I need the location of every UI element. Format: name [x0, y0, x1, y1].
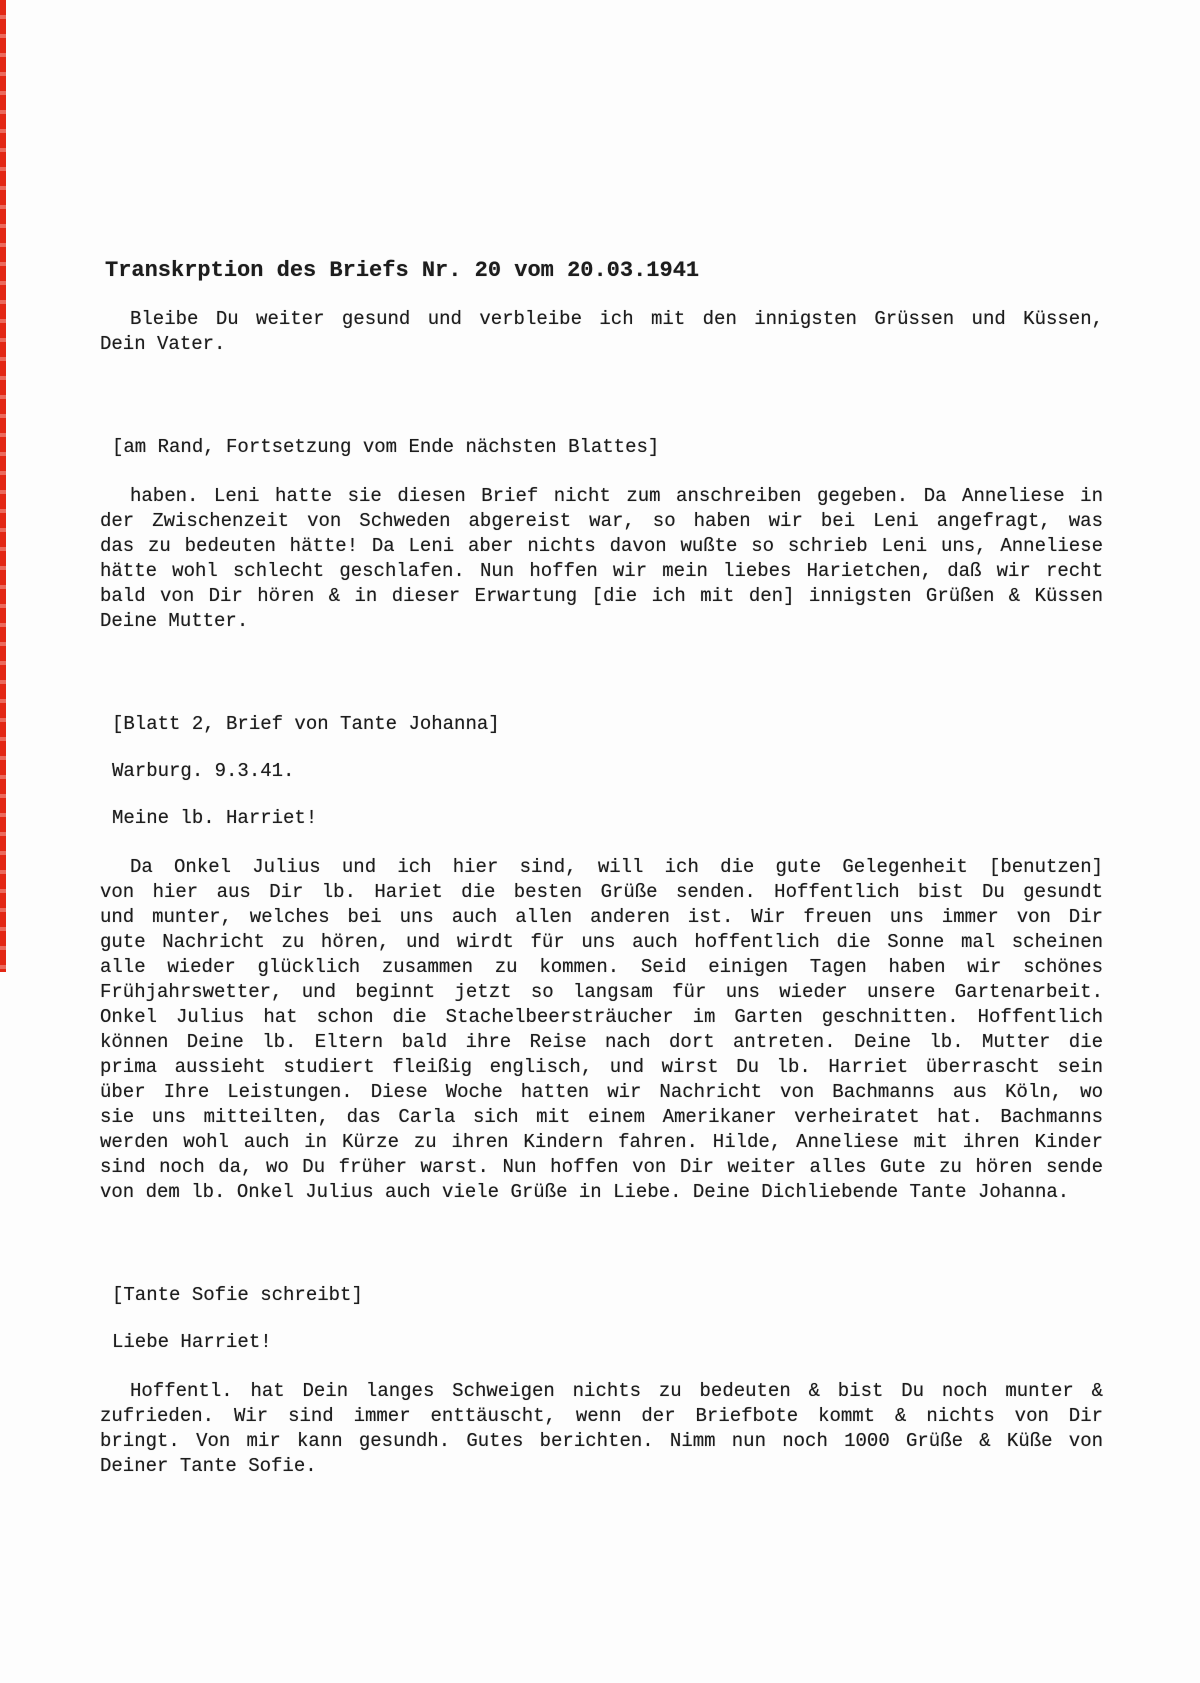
paragraph-line: gute Nachricht zu hören, und wirdt für uns auch hoffentlich die Sonne mal scheinen — [100, 931, 1103, 953]
paragraph-line: Frühjahrswetter, und beginnt jetzt so langsam für uns wieder unsere Gartenarbeit. — [100, 981, 1103, 1003]
paragraph-line: über Ihre Leistungen. Diese Woche hatten wir Nachricht von Bachmanns aus Köln, wo — [100, 1081, 1103, 1103]
paragraph-line: von hier aus Dir lb. Hariet die besten Grüße senden. Hoffentlich bist Du gesundt — [100, 881, 1103, 903]
document-title: Transkrption des Briefs Nr. 20 vom 20.03.1941 — [105, 258, 700, 283]
tante-sofie-paragraph — [100, 1379, 1103, 1479]
document-body — [100, 307, 1103, 1479]
tante-sofie-annotation: [Tante Sofie schreibt] — [112, 1284, 363, 1306]
paragraph-line: von dem lb. Onkel Julius auch viele Grüße in Liebe. Deine Dichliebende Tante Johanna. — [100, 1181, 1070, 1203]
closing-from-father — [100, 307, 1103, 357]
paragraph-line: Bleibe Du weiter gesund und verbleibe ich mit den innigsten Grüssen und Küssen, — [130, 308, 1103, 330]
paragraph-line: Deine Mutter. — [100, 610, 249, 632]
document-content — [100, 258, 1103, 1479]
paragraph-line: prima aussieht studiert fleißig englisch, und wirst Du lb. Harriet überrascht sein — [100, 1056, 1103, 1078]
paragraph-line: haben. Leni hatte sie diesen Brief nicht zum anschreiben gegeben. Da Anneliese in — [130, 485, 1103, 507]
paragraph-line: bringt. Von mir kann gesundh. Gutes berichten. Nimm nun noch 1000 Grüße & Küße von — [100, 1430, 1103, 1452]
paragraph-line: werden wohl auch in Kürze zu ihren Kindern fahren. Hilde, Anneliese mit ihren Kinder — [100, 1131, 1103, 1153]
paragraph-line: das zu bedeuten hätte! Da Leni aber nichts davon wußte so schrieb Leni uns, Anneliese — [100, 535, 1103, 557]
mother-continuation-paragraph — [100, 484, 1103, 634]
paragraph-line: zufrieden. Wir sind immer enttäuscht, wenn der Briefbote kommt & nichts von Dir — [100, 1405, 1103, 1427]
paragraph-line: Hoffentl. hat Dein langes Schweigen nichts zu bedeuten & bist Du noch munter & — [130, 1380, 1103, 1402]
paragraph-line: alle wieder glücklich zusammen zu kommen. Seid einigen Tagen haben wir schönes — [100, 956, 1103, 978]
paragraph-line: sind noch da, wo Du früher warst. Nun hoffen von Dir weiter alles Gute zu hören sende — [100, 1156, 1103, 1178]
salutation-johanna: Meine lb. Harriet! — [112, 807, 318, 829]
margin-note-annotation: [am Rand, Fortsetzung vom Ende nächsten Blattes] — [112, 436, 660, 458]
paragraph-line: hätte wohl schlecht geschlafen. Nun hoffen wir mein liebes Harietchen, daß wir recht — [100, 560, 1103, 582]
letter-dateline: Warburg. 9.3.41. — [112, 760, 295, 782]
paragraph-line: und munter, welches bei uns auch allen anderen ist. Wir freuen uns immer von Dir — [100, 906, 1103, 928]
paragraph-line: Deiner Tante Sofie. — [100, 1455, 317, 1477]
paragraph-line: können Deine lb. Eltern bald ihre Reise nach dort antreten. Deine lb. Mutter die — [100, 1031, 1103, 1053]
paragraph-line: der Zwischenzeit von Schweden abgereist war, so haben wir bei Leni angefragt, was — [100, 510, 1103, 532]
paragraph-line: Onkel Julius hat schon die Stachelbeersträucher im Garten geschnitten. Hoffentlich — [100, 1006, 1103, 1028]
red-margin-line — [0, 0, 6, 972]
paragraph-line: sie uns mitteilten, das Carla sich mit einem Amerikaner verheiratet hat. Bachmanns — [100, 1106, 1103, 1128]
salutation-sofie: Liebe Harriet! — [112, 1331, 272, 1353]
sheet2-annotation: [Blatt 2, Brief von Tante Johanna] — [112, 713, 500, 735]
paragraph-line: bald von Dir hören & in dieser Erwartung [die ich mit den] innigsten Grüßen & Küssen — [100, 585, 1103, 607]
tante-johanna-paragraph — [100, 855, 1103, 1205]
paragraph-line: Da Onkel Julius und ich hier sind, will ich die gute Gelegenheit [benutzen] — [130, 856, 1103, 878]
paragraph-line: Dein Vater. — [100, 333, 226, 355]
